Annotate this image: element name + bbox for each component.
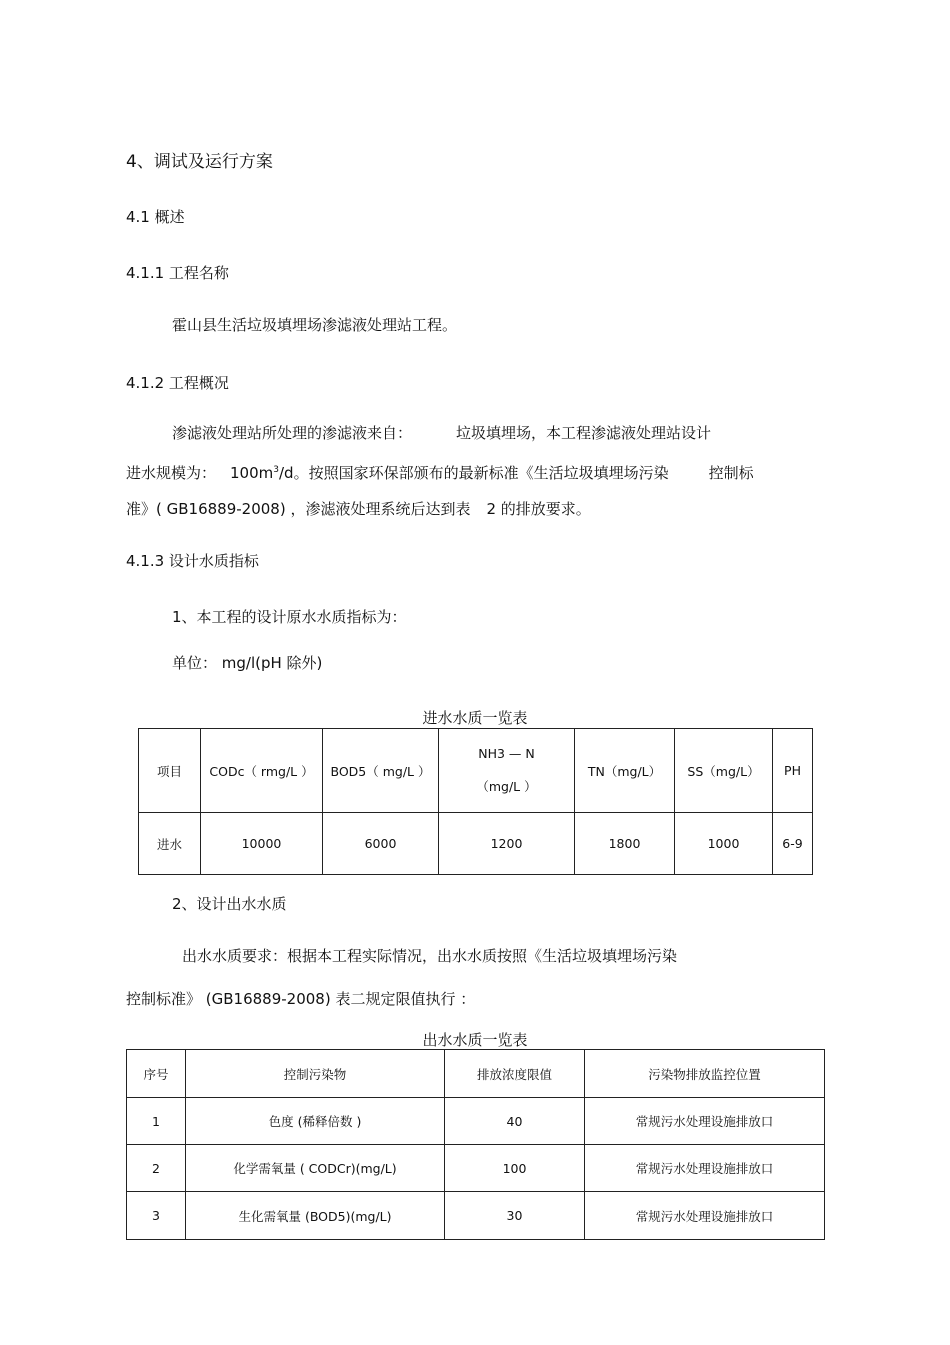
subsection-4-1-1: 4.1.1 工程名称 xyxy=(126,264,229,282)
outlet-header-cell: 污染物排放监控位置 xyxy=(585,1050,825,1098)
outlet-cell: 100 xyxy=(445,1145,585,1192)
outlet-cell: 40 xyxy=(445,1098,585,1145)
overview-line-1 xyxy=(172,422,711,443)
outlet-header-cell: 排放浓度限值 xyxy=(445,1050,585,1098)
section-heading: 4、调试及运行方案 xyxy=(126,152,273,172)
outlet-cell: 1 xyxy=(127,1098,186,1145)
overview-line-3 xyxy=(126,498,591,519)
outlet-cell: 常规污水处理设施排放口 xyxy=(585,1098,825,1145)
unit-note: 单位： mg/l(pH 除外) xyxy=(172,654,323,672)
inlet-table xyxy=(138,728,813,875)
overview-capacity: 100m xyxy=(230,464,274,482)
outlet-header-cell: 控制污染物 xyxy=(186,1050,445,1098)
inlet-header-cell: BOD5（ mg/L ） xyxy=(323,729,439,813)
inlet-table-caption: 进水水质一览表 xyxy=(422,709,528,727)
nh3-unit: （mg/L ） xyxy=(476,779,537,794)
outlet-cell: 2 xyxy=(127,1145,186,1192)
overview-line-3a: 准》( GB16889-2008) ，渗滤液处理系统后达到表 xyxy=(126,500,471,518)
outlet-para-line-2: 控制标准》 (GB16889-2008) 表二规定限值执行 ： xyxy=(126,990,476,1008)
outlet-table xyxy=(126,1049,825,1240)
outlet-cell: 生化需氧量 (BOD5)(mg/L) xyxy=(186,1192,445,1240)
inlet-header-cell: CODc（ rmg/L ） xyxy=(201,729,323,813)
outlet-row xyxy=(127,1192,825,1240)
inlet-header-cell: TN（mg/L） xyxy=(575,729,675,813)
outlet-para-line-1: 出水水质要求：根据本工程实际情况，出水水质按照《生活垃圾填埋场污染 xyxy=(182,947,678,965)
overview-line-2c: /d。按照国家环保部颁布的最新标准《生活垃圾填埋场污染 xyxy=(279,464,669,482)
overview-sup: 3 xyxy=(273,465,279,475)
outlet-header-cell: 序号 xyxy=(127,1050,186,1098)
subsection-4-1-3: 4.1.3 设计水质指标 xyxy=(126,552,259,570)
outlet-cell: 3 xyxy=(127,1192,186,1240)
overview-line-2a: 进水规模为： xyxy=(126,464,217,482)
inlet-data-row xyxy=(139,813,813,875)
inlet-cell: 1800 xyxy=(575,813,675,875)
inlet-cell: 进水 xyxy=(139,813,201,875)
inlet-cell: 1200 xyxy=(439,813,575,875)
overview-line-1b: 垃圾填埋场，本工程渗滤液处理站设计 xyxy=(456,424,712,442)
inlet-header-cell: 项目 xyxy=(139,729,201,813)
inlet-header-cell: SS（mg/L） xyxy=(675,729,773,813)
outlet-cell: 化学需氧量 ( CODCr)(mg/L) xyxy=(186,1145,445,1192)
overview-line-1a: 渗滤液处理站所处理的渗滤液来自： xyxy=(172,424,413,442)
nh3-label: NH3 — N xyxy=(478,746,535,761)
inlet-cell: 1000 xyxy=(675,813,773,875)
project-name: 霍山县生活垃圾填埋场渗滤液处理站工程。 xyxy=(172,316,458,334)
subsection-4-1: 4.1 概述 xyxy=(126,208,185,226)
outlet-cell: 色度 (稀释倍数 ) xyxy=(186,1098,445,1145)
overview-line-3b: 2 的排放要求。 xyxy=(486,500,591,518)
subsection-4-1-2: 4.1.2 工程概况 xyxy=(126,374,229,392)
inlet-cell: 6-9 xyxy=(773,813,813,875)
overview-line-2d: 控制标 xyxy=(708,464,754,482)
inlet-header-cell: PH xyxy=(773,729,813,813)
outlet-cell: 常规污水处理设施排放口 xyxy=(585,1145,825,1192)
outlet-cell: 30 xyxy=(445,1192,585,1240)
outlet-row xyxy=(127,1145,825,1192)
inlet-cell: 6000 xyxy=(323,813,439,875)
outlet-table-caption: 出水水质一览表 xyxy=(422,1031,528,1049)
outlet-cell: 常规污水处理设施排放口 xyxy=(585,1192,825,1240)
overview-line-2 xyxy=(126,462,754,483)
inlet-cell: 10000 xyxy=(201,813,323,875)
inlet-header-cell xyxy=(439,729,575,813)
inlet-header-row xyxy=(139,729,813,813)
outlet-row xyxy=(127,1098,825,1145)
item-2: 2、设计出水水质 xyxy=(172,895,287,913)
outlet-header-row xyxy=(127,1050,825,1098)
item-1: 1、本工程的设计原水水质指标为： xyxy=(172,608,407,626)
